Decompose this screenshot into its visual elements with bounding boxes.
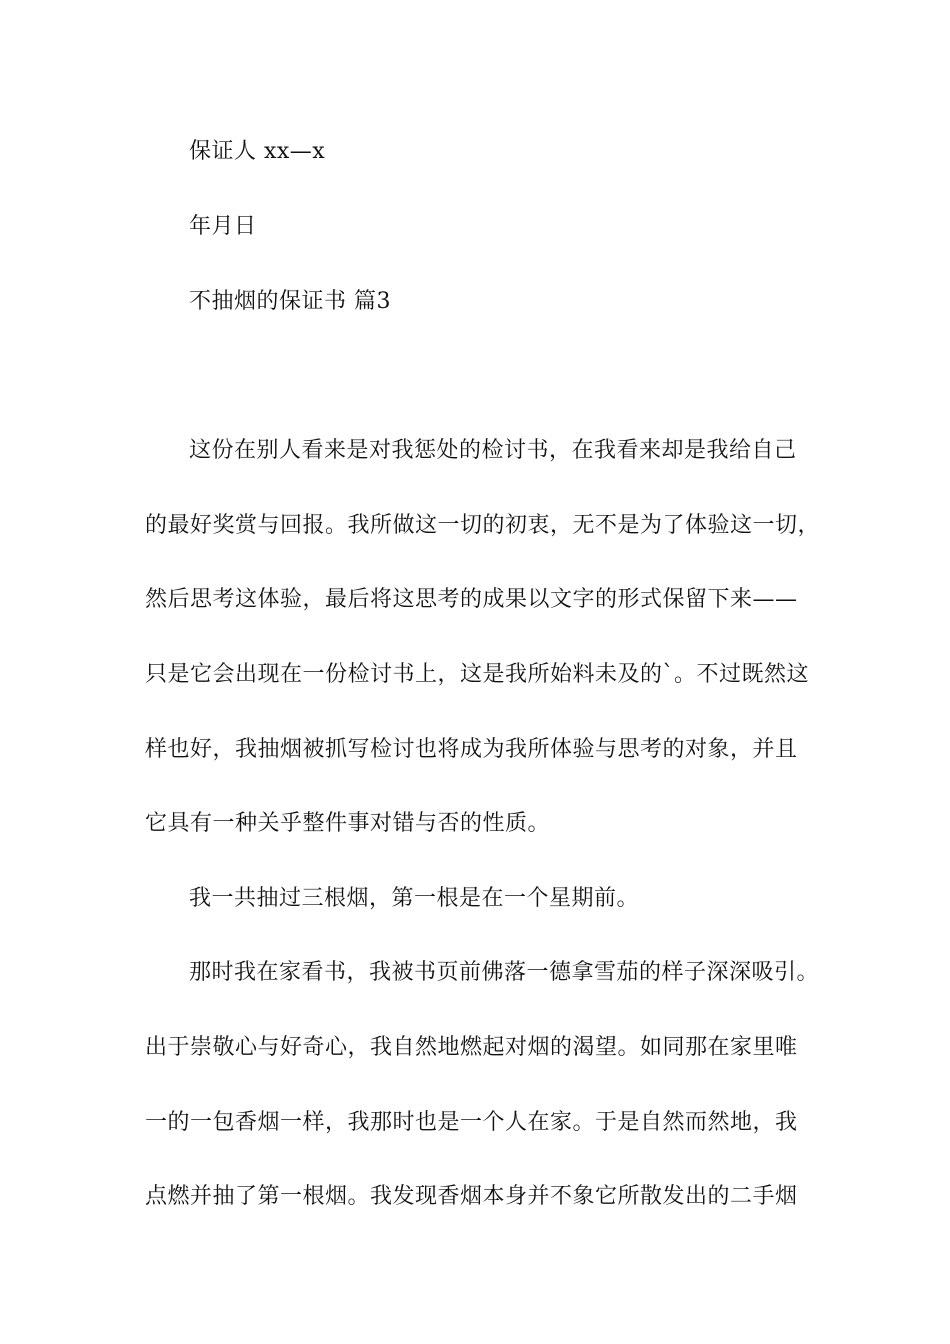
paragraph-line: 这份在别人看来是对我惩处的检讨书，在我看来却是我给自己 — [189, 438, 797, 463]
paragraph-line: 我一共抽过三根烟，第一根是在一个星期前。 — [189, 886, 640, 911]
paragraph-line: 然后思考这体验，最后将这思考的成果以文字的形式保留下来—— — [145, 587, 798, 612]
guarantor-line: 保证人 xx—x — [189, 139, 326, 164]
date-line: 年月日 — [189, 214, 257, 239]
section-title: 不抽烟的保证书 篇3 — [189, 289, 391, 314]
paragraph-line: 它具有一种关乎整件事对错与否的性质。 — [145, 811, 551, 836]
paragraph-line: 的最好奖赏与回报。我所做这一切的初衷，无不是为了体验这一切， — [145, 513, 821, 538]
paragraph-line: 一的一包香烟一样，我那时也是一个人在家。于是自然而然地，我 — [145, 1110, 798, 1135]
paragraph-line: 出于崇敬心与好奇心，我自然地燃起对烟的渴望。如同那在家里唯 — [145, 1035, 798, 1060]
paragraph-line: 样也好，我抽烟被抓写检讨也将成为我所体验与思考的对象，并且 — [145, 737, 798, 762]
paragraph-line: 那时我在家看书，我被书页前佛落一德拿雪茄的样子深深吸引。 — [189, 960, 820, 985]
paragraph-line: 只是它会出现在一份检讨书上，这是我所始料未及的`。不过既然这 — [145, 662, 810, 687]
paragraph-line: 点燃并抽了第一根烟。我发现香烟本身并不象它所散发出的二手烟 — [145, 1184, 798, 1209]
